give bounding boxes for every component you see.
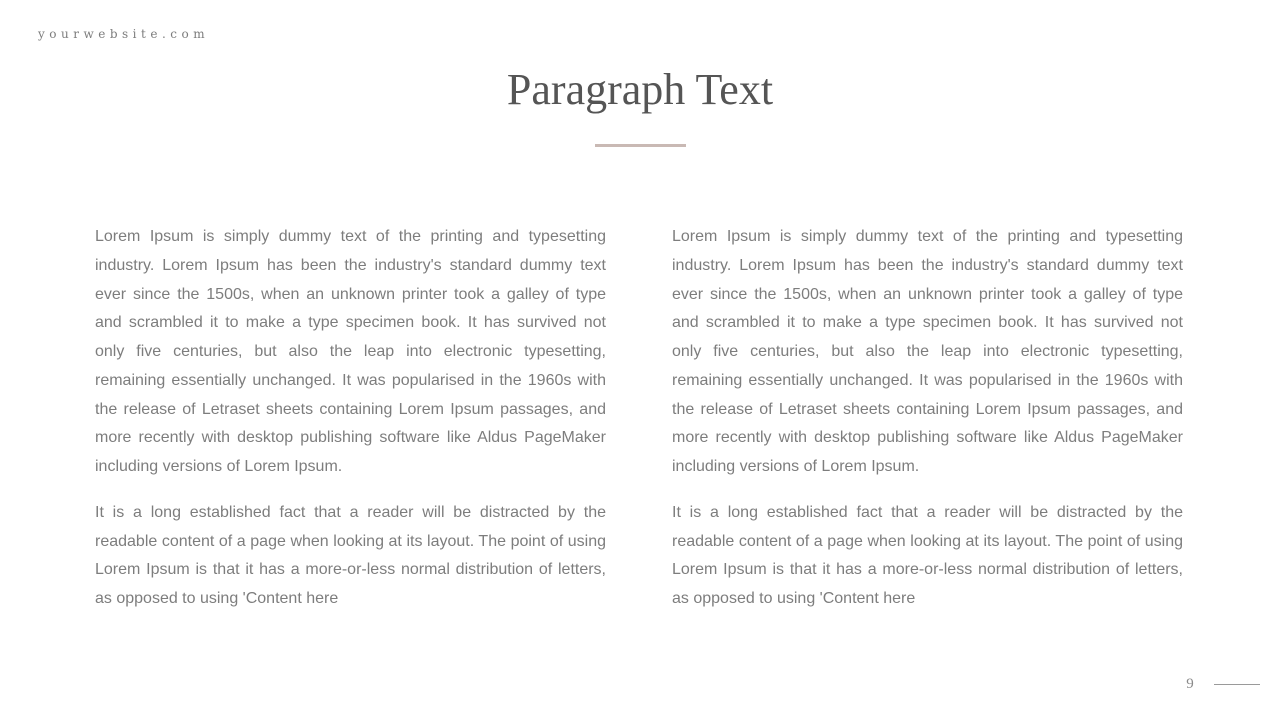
paragraph: Lorem Ipsum is simply dummy text of the printing and typesetting industry. Lorem Ipsum has been the industry's standard dummy text ever since the 1500s, when an unknown printer took a galley of type and scrambled it to make a type specimen book. It has survived not only five centuries, but also the leap into electronic typesetting, remaining essentially unchanged. It was popularised in the 1960s with the release of Letraset sheets containing Lorem Ipsum passages, and more recently with desktop publishing software like Aldus PageMaker including versions of Lorem Ipsum.	[95, 228, 606, 475]
footer-divider	[1214, 684, 1260, 685]
paragraph: It is a long established fact that a reader will be distracted by the readable content of a page when looking at its layout. The point of using Lorem Ipsum is that it has a more-or-less normal distribution of letters, as opposed to using 'Content here	[672, 503, 1183, 607]
title-underline-divider	[595, 144, 686, 147]
website-url: yourwebsite.com	[38, 27, 210, 41]
paragraph: Lorem Ipsum is simply dummy text of the printing and typesetting industry. Lorem Ipsum has been the industry's standard dummy text ever since the 1500s, when an unknown printer took a galley of type and scrambled it to make a type specimen book. It has survived not only five centuries, but also the leap into electronic typesetting, remaining essentially unchanged. It was popularised in the 1960s with the release of Letraset sheets containing Lorem Ipsum passages, and more recently with desktop publishing software like Aldus PageMaker including versions of Lorem Ipsum.	[672, 228, 1183, 475]
paragraph: It is a long established fact that a reader will be distracted by the readable content of a page when looking at its layout. The point of using Lorem Ipsum is that it has a more-or-less normal distribution of letters, as opposed to using 'Content here	[95, 503, 606, 607]
page-number: 9	[1186, 676, 1194, 692]
text-column-right	[672, 223, 1183, 614]
page-title: Paragraph Text	[506, 65, 774, 114]
text-column-left	[95, 223, 606, 614]
